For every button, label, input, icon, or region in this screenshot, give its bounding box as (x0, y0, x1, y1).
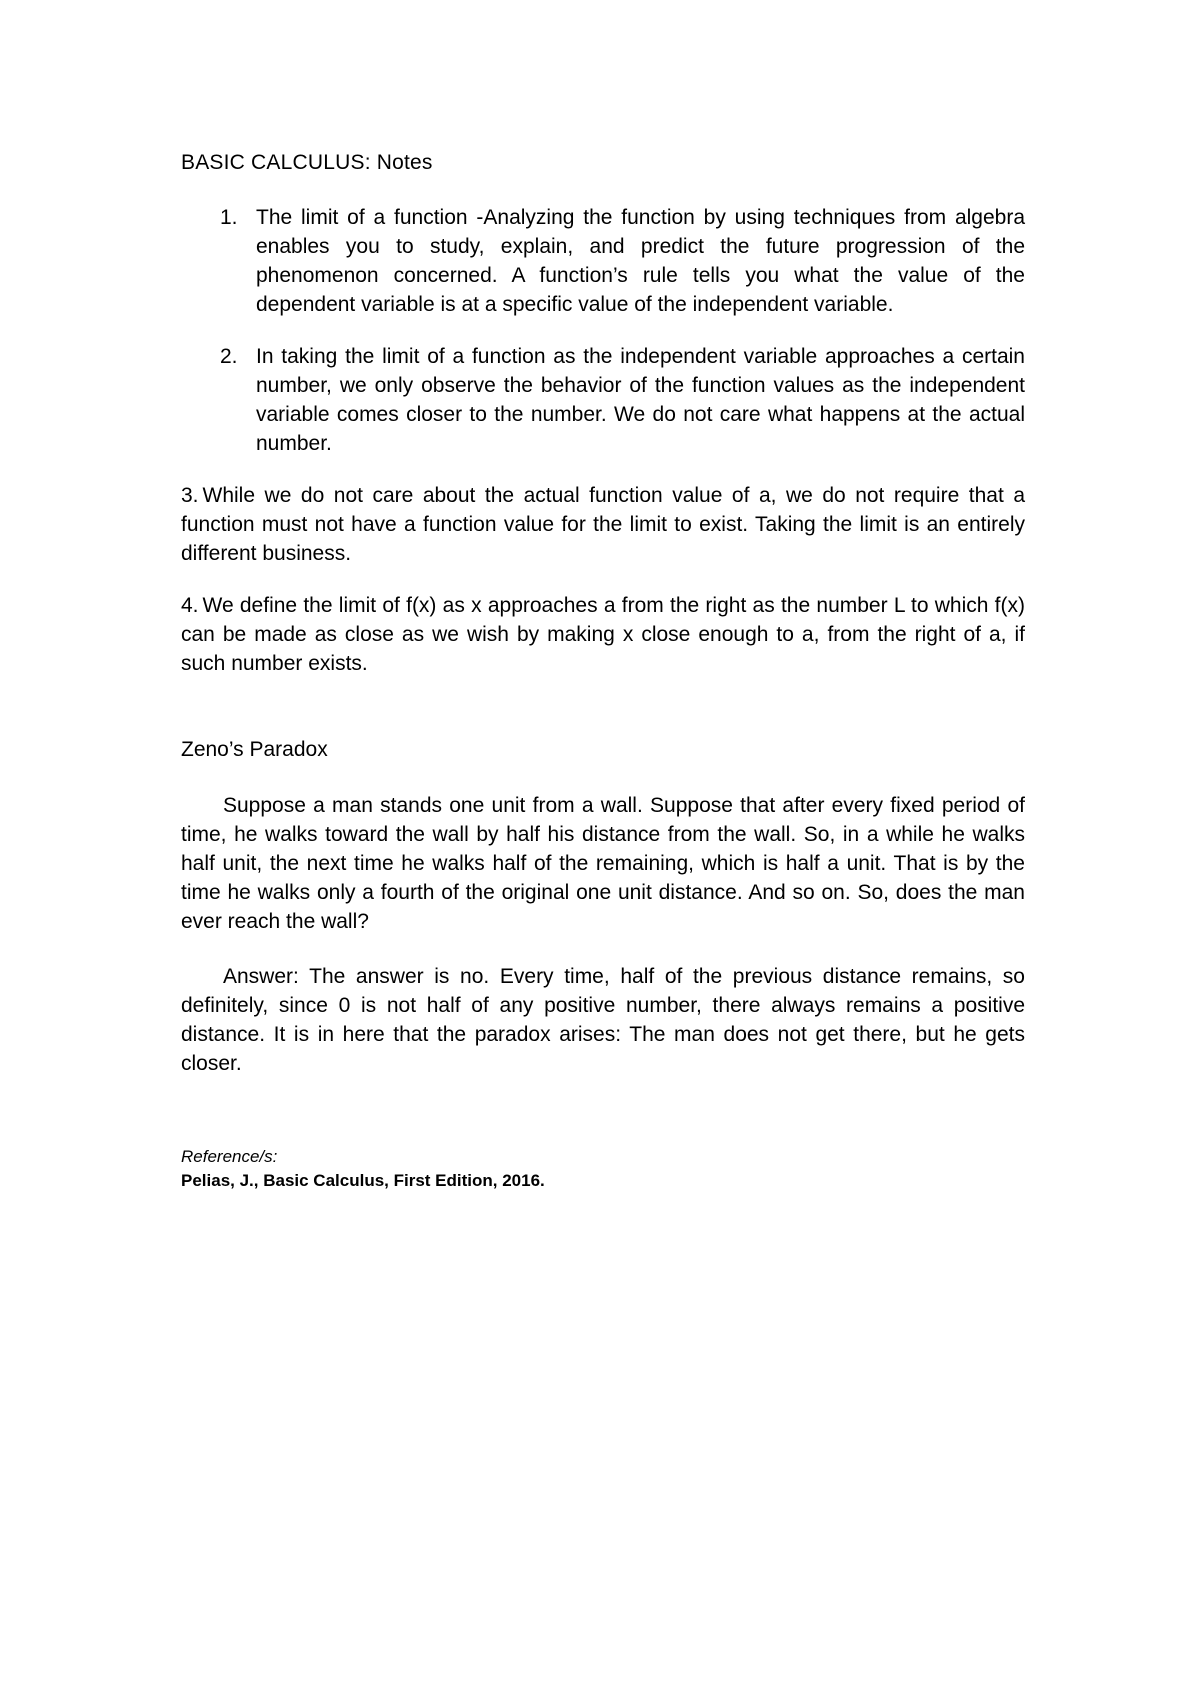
document-content (181, 148, 1025, 1193)
numbered-paragraph (181, 591, 1025, 678)
reference-citation: Pelias, J., Basic Calculus, First Edition, 2016. (181, 1171, 545, 1190)
document-title: BASIC CALCULUS: Notes (181, 151, 433, 174)
list-item (181, 203, 1025, 319)
numbered-paragraph (181, 481, 1025, 568)
paradox-answer: Answer: The answer is no. Every time, half of the previous distance remains, so definitely, since 0 is not half of any positive number, there always remains a positive distance. It is in here that the paradox arises: The man does not get there, but he gets closer. (181, 965, 1025, 1075)
list-item-text: The limit of a function -Analyzing the function by using techniques from algebra enables you to study, explain, and predict the future progression of the phenomenon concerned. A function’s rule tells you what the value of the dependent variable is at a specific value of the independent variable. (256, 206, 1025, 316)
section-title: Zeno’s Paradox (181, 738, 328, 761)
numbered-list (181, 203, 1025, 458)
list-item-marker: 2. (220, 345, 238, 368)
paragraph-text: While we do not care about the actual function value of a, we do not require that a function must not have a function value for the limit to exist. Taking the limit is an entirely different business. (181, 484, 1025, 565)
list-item (181, 342, 1025, 458)
paragraph-text: We define the limit of f(x) as x approaches a from the right as the number L to which f(x) can be made as close as we wish by making x close enough to a, from the right of a, if such number exists. (181, 594, 1025, 675)
paradox-question: Suppose a man stands one unit from a wall. Suppose that after every fixed period of time, he walks toward the wall by half his distance from the wall. So, in a while he walks half unit, the next time he walks half of the remaining, which is half a unit. That is by the time he walks only a fourth of the original one unit distance. And so on. So, does the man ever reach the wall? (181, 794, 1025, 933)
list-item-marker: 1. (220, 206, 238, 229)
reference-label: Reference/s: (181, 1147, 278, 1166)
paragraph-number: 4. (181, 594, 199, 617)
list-item-text: In taking the limit of a function as the independent variable approaches a certain number, we only observe the behavior of the function values as the independent variable comes closer to the number. We do not care what happens at the actual number. (256, 345, 1025, 455)
paragraph-number: 3. (181, 484, 199, 507)
reference-block (181, 1145, 1025, 1193)
